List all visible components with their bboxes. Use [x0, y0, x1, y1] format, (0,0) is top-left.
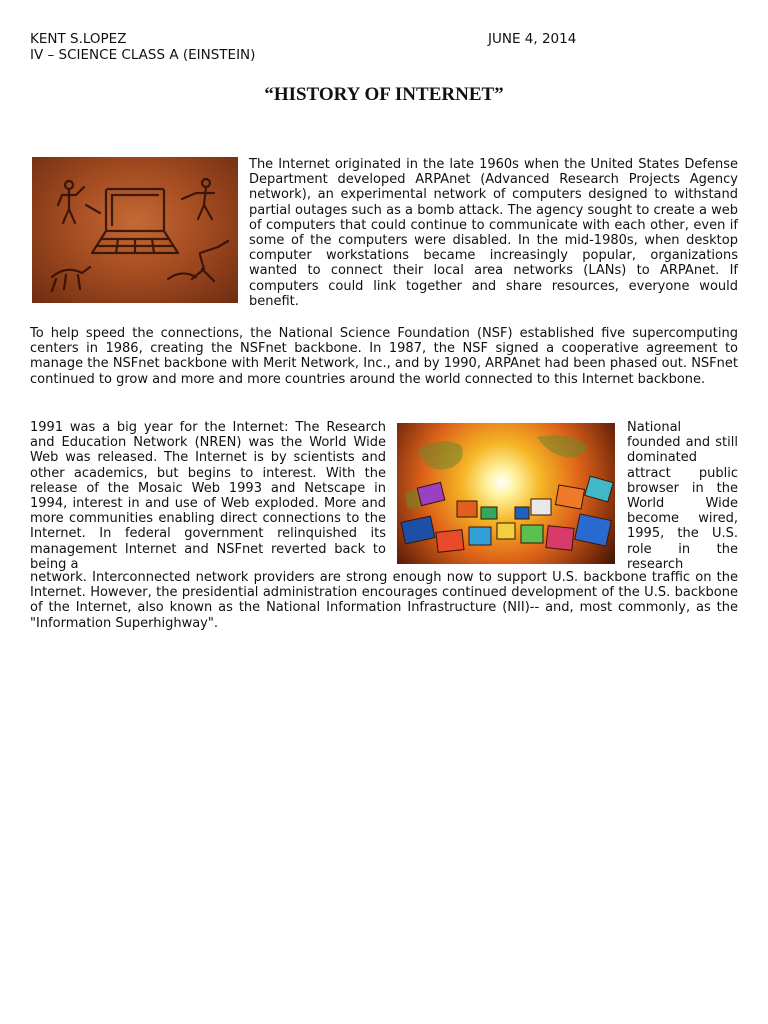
paragraph-1991-right: National founded and still dominated attract public browser in the World Wide become wired, 1995, the U.S. role in the research	[627, 420, 738, 572]
paragraph-nsfnet: To help speed the connections, the National Science Foundation (NSF) established five supercomputing centers in 1986, creating the NSFnet backbone. In 1987, the NSF signed a cooperative agreement to manage the NSFnet backbone with Merit Network, Inc., and by 1990, ARPAnet had been phased out. NSFnet continued to grow and more and more countries around the world connected to this Internet backbone.	[30, 326, 738, 387]
cave-painting-image	[32, 157, 238, 303]
paragraph-1991-left: 1991 was a big year for the Internet: The Research and Education Network (NREN) was the World Wide Web was released. The Internet is by scientists and other academics, but begins to interest. With the release of the Mosaic Web 1993 and Netscape in 1994, interest in and use of Web exploded. More and more communities enabling direct connections to the Internet. In federal government relinquished its management Internet and NSFnet reverted back to being a	[30, 420, 386, 572]
globe-screens-icon	[397, 423, 615, 564]
paragraph-superhighway: network. Interconnected network providers are strong enough now to support U.S. backbone traffic on the Internet. However, the presidential administration encourages continued development of the U.S. backbone of the Internet, also known as the National Information Infrastructure (NII)-- and, most commonly, as the "Information Superhighway".	[30, 570, 738, 631]
page-title: “HISTORY OF INTERNET”	[264, 84, 504, 105]
author-name: KENT S.LOPEZ	[30, 31, 127, 47]
class-name: IV – SCIENCE CLASS A (EINSTEIN)	[30, 47, 256, 63]
cave-painting-icon	[32, 157, 238, 303]
document-date: JUNE 4, 2014	[488, 31, 577, 47]
paragraph-arpanet: The Internet originated in the late 1960s when the United States Defense Department developed ARPAnet (Advanced Research Projects Agency network), an experimental network of computers designed to withstand partial outages such as a bomb attack. The agency sought to create a web of computers that could continue to communicate with each other, even if some of the computers were disabled. In the mid-1980s, when desktop computer workstations became increasingly popular, organizations wanted to connect their local area networks (LANs) to ARPAnet. If computers could link together and share resources, everyone would benefit.	[249, 157, 738, 309]
globe-screens-image	[397, 423, 615, 564]
